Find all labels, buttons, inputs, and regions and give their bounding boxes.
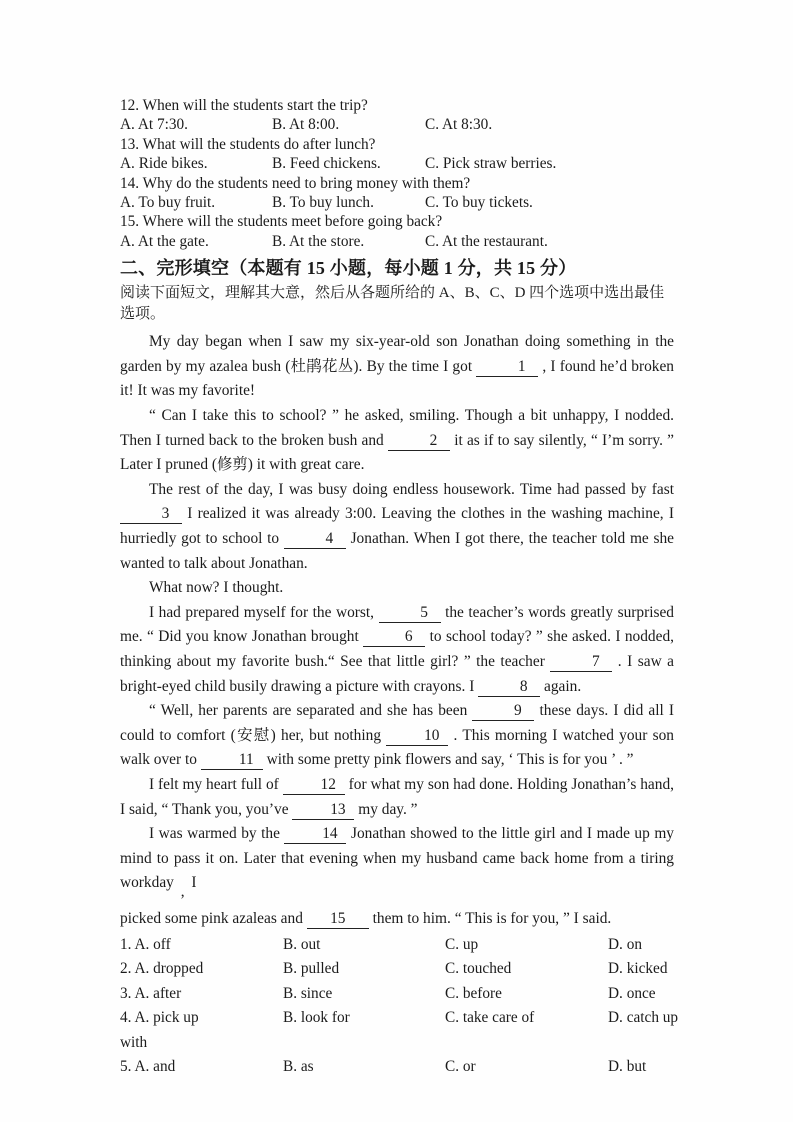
passage-paragraph: “ Well, her parents are separated and she has been 9 these days. I did all I could to comfort (安慰) her, but nothing 10 . This morning I watched your son walk over to 11 with some pretty pink flowers and say, ‘ This is for you ’ . ” (120, 702, 674, 769)
cloze-blank-3: 3 (120, 504, 182, 524)
passage-paragraph: What now? I thought. (149, 579, 284, 597)
answer-option: C. Pick straw berries. (425, 155, 557, 173)
cloze-option-row (120, 933, 674, 958)
passage-paragraph: “ Can I take this to school? ” he asked, smiling. Though a bit unhappy, I nodded. Then I turned back to the broken bush and 2 it as if to say silently, “ I’m sorry. ” Later I pruned (修剪) it with great care. (120, 407, 675, 474)
cloze-blank-2: 2 (388, 431, 450, 451)
cloze-blank-4: 4 (284, 529, 346, 549)
answer-option: A. Ride bikes. (120, 155, 208, 173)
cloze-option-cell: C. take care of (445, 1009, 535, 1027)
passage-paragraph: I had prepared myself for the worst, 5 the teacher’s words greatly surprised me. “ Did you know Jonathan brought 6 to school today? ” she asked. I nodded, thinking about my favorite bush.“ See that little girl? ” the teacher 7 . I saw a bright-eyed child busily drawing a picture with crayons. I 8 again. (120, 603, 675, 695)
cloze-option-cell: 3. A. after (120, 984, 182, 1002)
question-text: 12. When will the students start the trip? (120, 97, 368, 114)
answer-option: C. At 8:30. (425, 116, 493, 134)
passage-paragraph: I was warmed by the 14 Jonathan showed to the little girl and I made up my mind to pass it on. Later that evening when my husband came back home from a tiring workday , I (120, 825, 674, 901)
cloze-blank-11: 11 (201, 750, 263, 770)
cloze-option-cell: B. look for (283, 1009, 350, 1027)
cloze-option-row (120, 1055, 674, 1080)
cloze-blank-12: 12 (283, 775, 345, 795)
passage-paragraph: picked some pink azaleas and 15 them to him. “ This is for you, ” I said. (120, 909, 612, 927)
answer-options-row (120, 232, 674, 251)
question-text: 14. Why do the students need to bring money with them? (120, 174, 471, 192)
answer-option: B. Feed chickens. (272, 155, 381, 173)
listening-questions-section (120, 96, 674, 251)
cloze-blank-8: 8 (478, 677, 540, 697)
cloze-option-cell: D. on (608, 935, 642, 953)
answer-options-row (120, 154, 674, 173)
cloze-option-cell: B. out (283, 935, 321, 953)
passage-paragraph: My day began when I saw my six-year-old son Jonathan doing something in the garden by my azalea bush (杜鹃花丛). By the time I got 1 , I found he’d broken it! It was my favorite! (120, 333, 674, 400)
cloze-option-cell: D. kicked (608, 960, 668, 978)
cloze-option-row (120, 982, 674, 1007)
cloze-section-heading: 二、完形填空（本题有 15 小题，每小题 1 分，共 15 分） (120, 258, 577, 279)
answer-options-row (120, 115, 674, 134)
cloze-blank-1: 1 (476, 357, 538, 377)
cloze-section-instruction: 阅读下面短文，理解其大意，然后从各题所给的 A、B、C、D 四个选项中选出最佳选项。 (120, 285, 665, 323)
cloze-passage (120, 330, 674, 931)
cloze-option-cell: B. as (283, 1058, 314, 1076)
cloze-option-cell: C. touched (445, 960, 512, 978)
cloze-option-row (120, 957, 674, 982)
cloze-option-cell: D. once (608, 984, 656, 1002)
cloze-option-cell: C. or (445, 1058, 476, 1076)
answer-option: C. To buy tickets. (425, 194, 533, 212)
passage-paragraph: I felt my heart full of 12 for what my son had done. Holding Jonathan’s hand, I said, “ Thank you, you’ve 13 my day. ” (120, 775, 674, 818)
cloze-blank-9: 9 (472, 701, 534, 721)
cloze-option-cell: C. up (445, 935, 479, 953)
answer-option: B. At 8:00. (272, 116, 340, 134)
question-text: 13. What will the students do after lunch? (120, 135, 376, 153)
answer-option: B. At the store. (272, 232, 365, 250)
passage-paragraph: The rest of the day, I was busy doing endless housework. Time had passed by fast 3 I realized it was already 3:00. Leaving the clothes in the washing machine, I hurriedly got to school to 4 Jonathan. When I got there, the teacher told me she wanted to talk about Jonathan. (120, 480, 675, 572)
page-content (120, 96, 679, 1080)
answer-option: C. At the restaurant. (425, 232, 548, 250)
cloze-option-cell: 5. A. and (120, 1058, 176, 1076)
lowered-comma: , (180, 883, 185, 901)
cloze-blank-13: 13 (292, 800, 354, 820)
answer-option: B. To buy lunch. (272, 194, 374, 212)
answer-option: A. At 7:30. (120, 116, 188, 134)
cloze-blank-7: 7 (550, 652, 612, 672)
answer-options-row (120, 193, 674, 212)
answer-option: A. To buy fruit. (120, 194, 216, 212)
cloze-option-cell: 1. A. off (120, 935, 171, 953)
cloze-option-cell: D. but (608, 1058, 647, 1076)
cloze-option-cell: B. pulled (283, 960, 340, 978)
cloze-option-cell: 4. A. pick up (120, 1009, 199, 1027)
cloze-blank-10: 10 (386, 726, 448, 746)
cloze-option-cell: 2. A. dropped (120, 960, 204, 978)
cloze-option-cell: C. before (445, 984, 502, 1002)
cloze-blank-6: 6 (363, 627, 425, 647)
cloze-options-table (120, 933, 679, 1081)
question-text: 15. Where will the students meet before going back? (120, 213, 443, 231)
cloze-blank-5: 5 (379, 603, 441, 623)
cloze-option-row (120, 1006, 679, 1031)
cloze-option-cell: D. catch up (608, 1009, 679, 1027)
cloze-blank-14: 14 (284, 824, 346, 844)
cloze-option-overflow: with (120, 1033, 148, 1051)
cloze-blank-15: 15 (307, 909, 369, 929)
answer-option: A. At the gate. (120, 232, 209, 250)
cloze-option-cell: B. since (283, 984, 333, 1002)
